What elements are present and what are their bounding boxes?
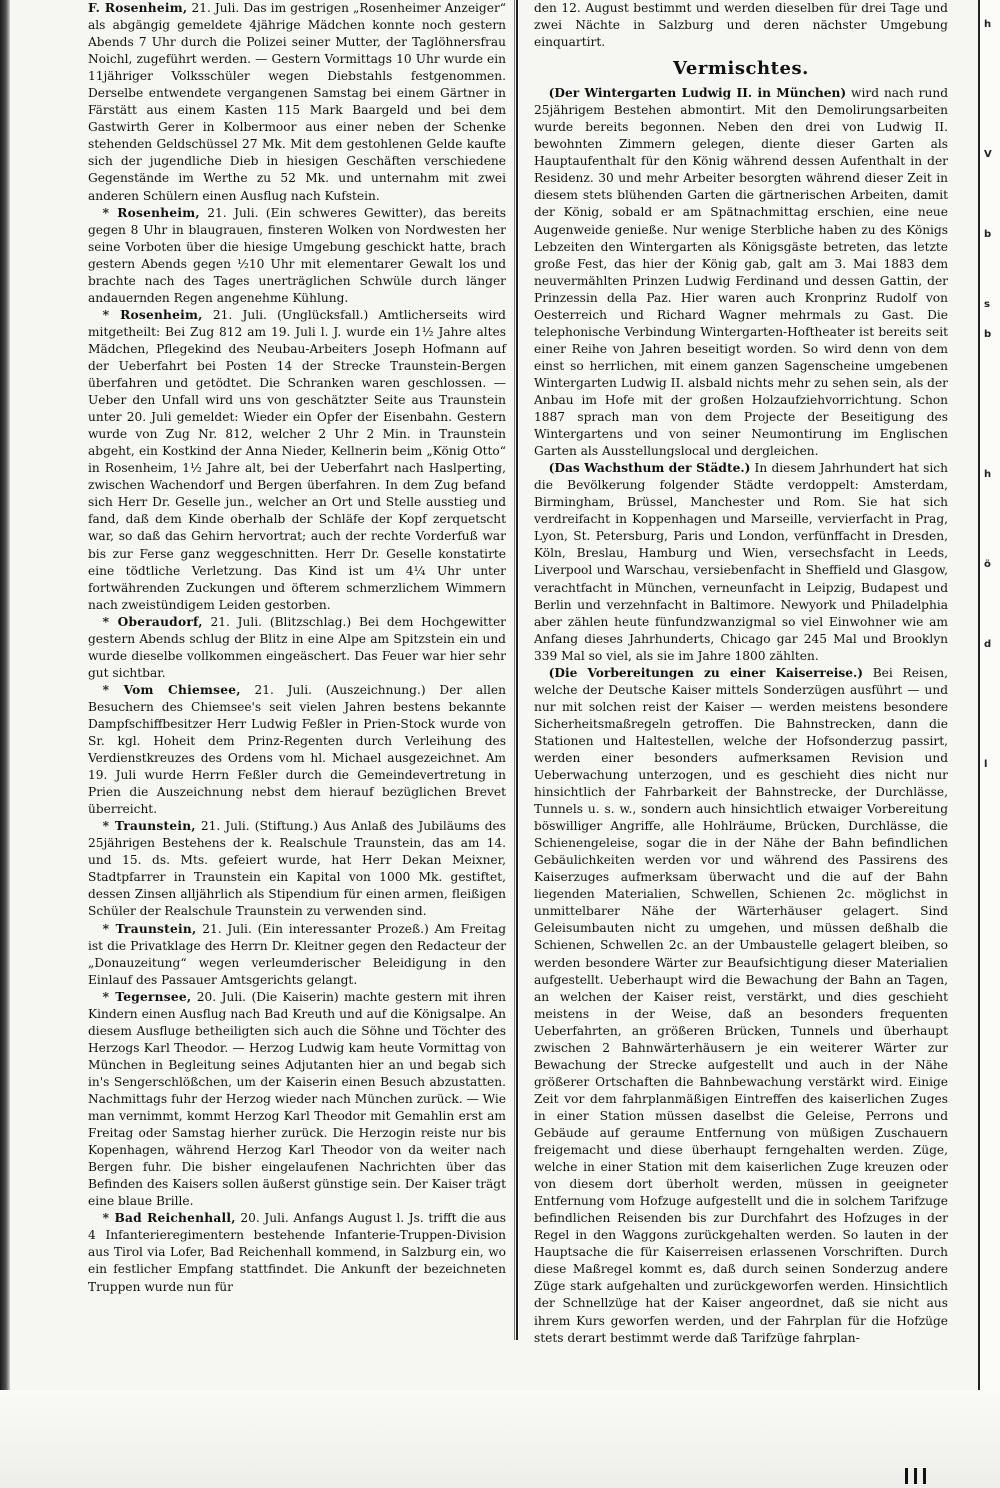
article-body: 21. Juli. (Unglücksfall.) Amtlicherseits wird mitgetheilt: Bei Zug 812 am 19. Juli l. J. wurde ein 1½ Jahre altes Mädchen, Pflegekind des Neubau-Arbeiters Joseph Hofmann auf der Ueberfahrt bei Posten 14 der Strecke Traunstein-Bergen überfahren und getödtet. Die Schranken waren geschlossen. — Ueber den Unfall wird uns von geschätzter Seite aus Traunstein unter 20. Juli gemeldet: Wieder ein Opfer der Eisenbahn. Gestern wurde von Zug Nr. 812, welcher 2 Uhr 2 Min. in Traunstein abgeht, ein Kostkind der Anna Nieder, Kellnerin beim „König Otto“ in Rosenheim, 1½ Jahre alt, bei der Ueberfahrt nach Haslperting, zwischen Wachendorf und Bergen überfahren. In dem Zug befand sich Herr Dr. Geselle jun., welcher an Ort und Stelle ausstieg und fand, daß dem Kinde oberhalb der Schläfe der Kopf zerquetscht war, so daß das Gehirn hervortrat; auch der rechte Vorderfuß war bis zur Ferse ganz weggeschnitten. Herr Dr. Geselle konstatirte eine tödtliche Verletzung. Das Kind ist um 4¼ Uhr unter fortwährenden Zuckungen und öfterem schmerzlichem Wimmern nach zweistündigem Leiden gestorben. — [88, 307, 506, 612]
article-paragraph — [88, 989, 506, 1211]
article-paragraph — [534, 460, 948, 665]
article-paragraph — [88, 0, 506, 205]
article-body: 21. Juli. (Blitzschlag.) Bei dem Hochgewitter gestern Abends schlug der Blitz in eine Alpe am Spitzstein ein und wurde dieselbe vollkommen eingeäschert. Das Feuer war hier sehr gut sichtbar. — [88, 614, 506, 680]
article-paragraph — [88, 818, 506, 920]
article-paragraph — [88, 205, 506, 307]
edge-text-fragment: l — [984, 759, 988, 770]
scan-marks — [905, 1468, 965, 1486]
edge-text-fragment: h — [984, 469, 992, 480]
article-body: 21. Juli. (Stiftung.) Aus Anlaß des Jubiläums des 25jährigen Bestehens der k. Realschule Traunstein, das am 14. und 15. ds. Mts. gefeiert wurde, hat Herr Dekan Meixner, Stadtpfarrer in Traunstein ein Kapital von 1000 Mk. gestiftet, dessen Zinsen alljährlich als Stipendium für einen armen, fleißigen Schüler der Realschule Traunstein zu verwenden sind. — [88, 819, 506, 919]
scan-right-edge — [978, 0, 1000, 1488]
article-lead: * Traunstein, — [102, 819, 196, 834]
article-body: 21. Juli. (Auszeichnung.) Der allen Besuchern des Chiemsee's seit vielen Jahren bestens bekannte Dampfschiffbesitzer Herr Ludwig Feßler in Prien-Stock wurde von Sr. kgl. Hoheit dem Prinz-Regenten durch Verleihung des Verdienstkreuzes des Ordens vom hl. Michael ausgezeichnet. Am 19. Juli wurde Herrn Feßler durch die Gemeindevertretung in Prien die Auszeichnung nebst dem hierauf bezüglichen Brevet überreicht. — [88, 682, 506, 817]
article-lead: * Tegernsee, — [102, 989, 192, 1004]
article-paragraph — [534, 85, 948, 460]
edge-text-fragment: ö — [984, 559, 991, 570]
column-rule — [516, 0, 518, 1340]
article-body: wird nach rund 25jährigem Bestehen abmontirt. Mit den Demolirungsarbeiten wurde bereits begonnen. Neben den drei von Ludwig II. bewohnten Zimmern gelegen, diente dieser Garten als Hauptaufenthalt für den König während dessen Aufenthalt in der Residenz. 30 und mehr Arbeiter besorgten während dieser Zeit in diesem stets blühenden Garten die gärtnerischen Arbeiten, damit der König, sobald er am Spätnachmittag erschien, eine neue Augenweide genieße. Nur wenige Sterbliche haben zu des Königs Lebzeiten den Wintergarten als Königsgäste betreten, das letzte große Fest, das hier der König gab, galt am 3. Mai 1883 dem neuvermählten Prinzen Ludwig Ferdinand und dessen Gattin, der Prinzessin della Paz. Hier waren auch Kronprinz Rudolf von Oesterreich und Richard Wagner mehrmals zu Gast. Die telephonische Verbindung Wintergarten-Hoftheater ist bereits seit einer Reihe von Jahren beseitigt worden. So wird denn von dem einst so herrlichen, mit einem ganzen Sagenscheine umgebenen Wintergarten Ludwig II. alsbald nichts mehr zu sehen sein, als der Anbau im Hofe mit der großen Holzaufziehvorrichtung. Schon 1887 sprach man von dem Projecte der Beseitigung des Wintergartens und von seiner Neumontirung im Englischen Garten als Ausstellungslocal und dergleichen. — [534, 86, 949, 459]
article-paragraph — [88, 307, 506, 614]
article-lead: * Traunstein, — [102, 921, 197, 936]
continued-text: den 12. August bestimmt und werden dieselben für drei Tage und zwei Nächte in Salzburg und deren nächster Umgebung einquartirt. — [534, 1, 948, 50]
article-body: 21. Juli. (Ein schweres Gewitter), das bereits gegen 8 Uhr in blaugrauen, finsteren Wolken von Nordwesten her seine Vorboten über die hiesige Umgebung geschickt hatte, brach gestern Abends gegen ½10 Uhr mit elementarer Gewalt los und brachte nach des Tages unerträglichen Schwüle durch länger andauernden Regen angenehme Kühlung. — [88, 205, 506, 305]
edge-text-fragment: b — [984, 229, 992, 240]
column-right — [534, 0, 948, 1347]
article-paragraph — [88, 921, 506, 989]
scan-left-edge — [0, 0, 10, 1488]
article-lead: * Rosenheim, — [102, 307, 203, 322]
article-paragraph — [88, 682, 506, 818]
article-body: 21. Juli. (Ein interessanter Prozeß.) Am Freitag ist die Privatklage des Herrn Dr. Kleitner gegen den Redacteur der „Donauzeitung“ wegen verleumderischer Beleidigung in den Einlauf des Passauer Amtsgerichts gelangt. — [88, 921, 506, 987]
article-list-left — [88, 0, 506, 1296]
section-title: Vermischtes. — [673, 58, 809, 80]
article-lead: F. Rosenheim, — [88, 1, 188, 15]
column-left — [88, 0, 506, 1296]
article-body: In diesem Jahrhundert hat sich die Bevölkerung folgender Städte verdoppelt: Amsterdam, Birmingham, Brüssel, Manchester und Rom. Sie hat sich verdreifacht in Koppenhagen und Marseille, vervierfacht in Prag, Lyon, St. Petersburg, Paris und London, verfünffacht in Dresden, Köln, Breslau, Hamburg und Wien, versechsfacht in Leeds, Liverpool und Warschau, versiebenfacht in Sheffield und Glasgow, verachtfacht in München, verneunfacht in Leipzig, Budapest und Berlin und verzehnfacht in Baltimore. Newyork und Philadelphia aber zählen heute fünfundzwanzigmal so viel Einwohner wie am Anfang dieses Jahrhunderts, Chicago gar 245 Mal und Brooklyn 339 Mal so viel, als sie im Jahre 1800 zählten. — [534, 461, 948, 663]
page-bottom-margin — [0, 1390, 1000, 1488]
edge-text-fragment: s — [984, 299, 990, 310]
edge-text-fragment: h — [984, 19, 992, 30]
article-lead: * Rosenheim, — [102, 205, 200, 220]
article-paragraph — [88, 1210, 506, 1295]
edge-text-fragment: d — [984, 639, 992, 650]
article-lead: * Bad Reichenhall, — [102, 1211, 236, 1226]
article-body: 20. Juli. Anfangs August l. Js. trifft die aus 4 Infanterieregimentern bestehende Infanterie-Truppen-Division aus Tirol via Lofer, Bad Reichenhall kommend, in Salzburg ein, wo ein festlicher Empfang stattfindet. Die Ankunft der bezeichneten Truppen wurde nun für — [88, 1211, 507, 1294]
article-list-right — [534, 85, 948, 1346]
article-paragraph — [534, 665, 948, 1347]
article-lead: * Vom Chiemsee, — [102, 682, 241, 697]
article-lead: (Das Wachsthum der Städte.) — [548, 461, 751, 476]
edge-text-fragment: V — [984, 149, 992, 160]
article-paragraph — [88, 614, 506, 682]
article-body: 21. Juli. Das im gestrigen „Rosenheimer Anzeiger“ als abgängig gemeldete 4jährige Mädchen konnte noch gestern Abends 7 Uhr durch die Polizei seiner Mutter, der Taglöhnersfrau Noichl, zugeführt werden. — Gestern Vormittags 10 Uhr wurde ein 11jähriger Volksschüler wegen Diebstahls festgenommen. Derselbe entwendete vergangenen Samstag bei einem Gärtner in Färstätt aus einem Kasten 115 Mark Baargeld und bei dem Gastwirth Gerer in Kolbermoor aus einer neben der Schenke stehenden Geldschüssel 27 Mk. Mit dem gestohlenen Gelde kaufte sich der jugendliche Dieb in hiesigen Geschäften verschiedene Gegenstände im Werthe zu 52 Mk. und unternahm mit zwei anderen Schülern einen Ausflug nach Kufstein. — [88, 1, 507, 203]
column-rule-shadow — [514, 0, 515, 1340]
article-lead: * Oberaudorf, — [102, 614, 203, 629]
article-lead: (Der Wintergarten Ludwig II. in München) — [548, 86, 847, 101]
article-body: Bei Reisen, welche der Deutsche Kaiser mittels Sonderzügen ausführt — und nur mit solchen reist der Kaiser — werden meistens besondere Sicherheitsmaßregeln getroffen. Die Bahnstrecken, dann die Stationen und Haltestellen, welche der Hofsonderzug passirt, werden einer besonders aufmerksamen Revision und Ueberwachung unterzogen, und es geschieht dies nicht nur hinsichtlich der Fahrbarkeit der Bahnstrecke, der Durchlässe, Tunnels u. s. w., sondern auch hinsichtlich etwaiger Vorbereitung böswilliger Angriffe, alle Hohlräume, Brücken, Durchlässe, die Schienengeleise, sogar die in der Nähe der Bahn befindlichen Gebäulichkeiten werden vor und während des Passirens des Kaiserzuges aufmerksam überwacht und die auf der Bahn liegenden Materialien, Schwellen, Schienen 2c. möglichst in unmittelbarer Nähe der Wärterhäuser gelagert. Sind Geleisumbauten nicht zu umgehen, und müssen deßhalb die Schienen, Schwellen 2c. an der Umbaustelle gelagert bleiben, so werden besondere Wärter zur Beaufsichtigung dieser Materialien aufgestellt. Ueberhaupt wird die Bewachung der Bahn an Tagen, an welchen der Kaiser reist, verstärkt, und dies geschieht meistens in der Weise, daß an besonders frequenten Ueberfahrten, an größeren Brücken, Tunnels und überhaupt zwischen 2 Bahnwärterhäusern je ein weiterer Wärter zur Bewachung der Strecke aufgestellt und auch in der Nähe größerer Ortschaften die Bahnbewachung verstärkt wird. Einige Zeit vor dem fahrplanmäßigen Eintreffen des kaiserlichen Zuges in einer Station müssen daselbst die Geleise, Perrons und Gebäude auf geraume Entfernung von müßigen Zuschauern freigemacht und diese überhaupt ferngehalten werden. Züge, welche in einer Station mit dem kaiserlichen Zuge kreuzen oder von diesem dort überholt werden, müssen in geeigneter Entfernung vom Hofzuge aufgestellt und die in solchem Tarifzuge befindlichen Reisenden bis zur Durchfahrt des Hofzuges in der Regel in den Waggons zurückgehalten werden. So lauten in der Hauptsache die für Kaiserreisen erlassenen Vorschriften. Durch diese Maßregel kommt es, daß durch seinen Sonderzug andere Züge stark aufgehalten und zurückgeworfen werden. Hinsichtlich der Schnellzüge hat der Kaiser angeordnet, daß sie nicht aus ihrem Kurs geworfen werden, und der Fahrplan für die Hofzüge stets derart bestimmt werde daß Tarifzüge fahrplan- — [534, 665, 949, 1345]
article-lead: (Die Vorbereitungen zu einer Kaiserreise.) — [548, 665, 863, 680]
article-body: 20. Juli. (Die Kaiserin) machte gestern mit ihren Kindern einen Ausflug nach Bad Kreuth und auf die Königsalpe. An diesem Ausfluge betheiligten sich auch die Söhne und Töchter des Herzogs Karl Theodor. — Herzog Ludwig kam heute Vormittag von München in Begleitung seines Adjutanten hier an und begab sich in's Sengerschlößchen, um der Kaiserin einen Besuch abzustatten. Nachmittags fuhr der Herzog wieder nach München zurück. — Wie man vernimmt, kommt Herzog Karl Theodor mit Gemahlin erst am Freitag oder Samstag hierher zurück. Die Herzogin reiste nur bis Kopenhagen, während Herzog Karl Theodor von da weiter nach Bergen fuhr. Die bisher eingelaufenen Nachrichten über das Befinden des Kaisers sollen äußerst günstige sein. Der Kaiser trägt eine blaue Brille. — [88, 989, 507, 1209]
edge-text-fragment: b — [984, 329, 992, 340]
